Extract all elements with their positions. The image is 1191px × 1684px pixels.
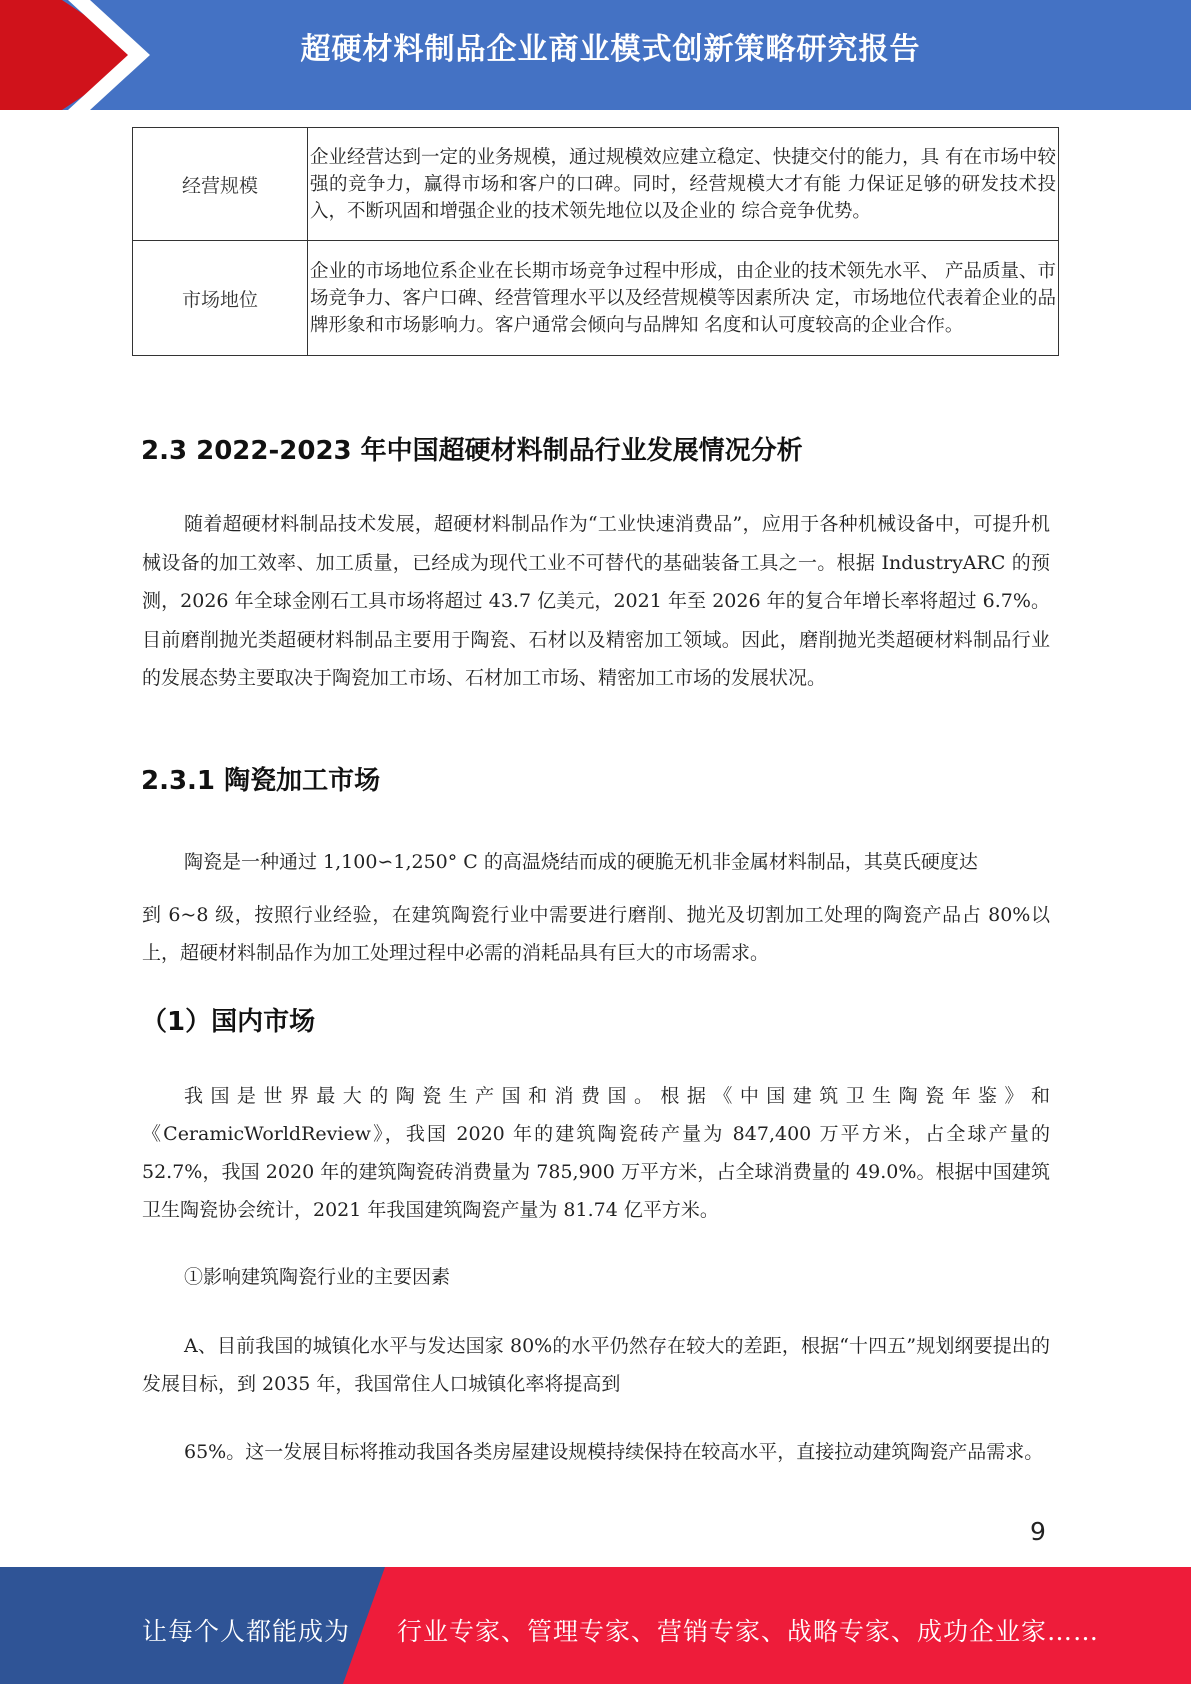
- paragraph-text: 我国是世界最大的陶瓷生产国和消费国。根据《中国建筑卫生陶瓷年鉴》和《CeramicWorldReview》，我国 2020 年的建筑陶瓷砖产量为 847,400 万平方米，占全球产量的 52.7%，我国 2020 年的建筑陶瓷砖消费量为 785,900 万平方米，占全球消费量的 49.0%。根据中国建筑卫生陶瓷协会统计，2021 年我国建筑陶瓷产量为 81.74 亿平方米。: [142, 1085, 1050, 1221]
- paragraph-text-rest: 到 6~8 级，按照行业经验，在建筑陶瓷行业中需要进行磨削、抛光及切割加工处理的陶瓷产品占 80%以上，超硬材料制品作为加工处理过程中必需的消耗品具有巨大的市场需求。: [142, 904, 1050, 964]
- factor-a: [142, 1327, 1050, 1403]
- factor-table: [132, 127, 1059, 356]
- footer-slogan-left: 让每个人都能成为: [142, 1617, 351, 1646]
- factor-a-continued: [142, 1433, 1050, 1471]
- section-heading: 2.3 2022-2023 年中国超硬材料制品行业发展情况分析: [141, 436, 803, 466]
- factor-title: [142, 1258, 1050, 1296]
- table-row: [133, 128, 1059, 241]
- report-title: 超硬材料制品企业商业模式创新策略研究报告: [300, 32, 921, 67]
- factor-a-cont-text: 65%。这一发展目标将推动我国各类房屋建设规模持续保持在较高水平，直接拉动建筑陶瓷产品需求。: [184, 1441, 1044, 1463]
- table-row-label: 市场地位: [133, 241, 308, 356]
- table-row-description: 企业的市场地位系企业在长期市场竞争过程中形成，由企业的技术领先水平、 产品质量、市场竞争力、客户口碑、经营管理水平以及经营规模等因素所决 定，市场地位代表着企业的品牌形象和市场影响力。客户通常会倾向与品牌知 名度和认可度较高的企业合作。: [308, 241, 1059, 356]
- table-row: [133, 241, 1059, 356]
- domestic-paragraph: [142, 1077, 1050, 1229]
- subsection-heading: 2.3.1 陶瓷加工市场: [141, 766, 381, 796]
- section-paragraph: [142, 505, 1050, 698]
- paragraph-text-line1: 陶瓷是一种通过 1,100∽1,250° C 的高温烧结而成的硬脆无机非金属材料制品，其莫氏硬度达: [184, 851, 978, 873]
- footer-slogan-right: 行业专家、管理专家、营销专家、战略专家、成功企业家……: [397, 1617, 1100, 1646]
- factor-a-text: A、目前我国的城镇化水平与发达国家 80%的水平仍然存在较大的差距，根据“十四五”规划纲要提出的发展目标，到 2035 年，我国常住人口城镇化率将提高到: [142, 1335, 1050, 1395]
- subsection-paragraph: [142, 843, 1050, 972]
- domestic-market-heading: （1）国内市场: [141, 1007, 316, 1037]
- page-header: [0, 0, 1191, 110]
- page-number: 9: [1030, 1517, 1046, 1546]
- table-row-label: 经营规模: [133, 128, 308, 241]
- paragraph-text: 随着超硬材料制品技术发展，超硬材料制品作为“工业快速消费品”，应用于各种机械设备中，可提升机械设备的加工效率、加工质量，已经成为现代工业不可替代的基础装备工具之一。根据 IndustryARC 的预测，2026 年全球金刚石工具市场将超过 43.7 亿美元，2021 年至 2026 年的复合年增长率将超过 6.7%。目前磨削抛光类超硬材料制品主要用于陶瓷、石材以及精密加工领域。因此，磨削抛光类超硬材料制品行业的发展态势主要取决于陶瓷加工市场、石材加工市场、精密加工市场的发展状况。: [142, 513, 1050, 689]
- table-row-description: 企业经营达到一定的业务规模，通过规模效应建立稳定、快捷交付的能力，具 有在市场中较强的竞争力，赢得市场和客户的口碑。同时，经营规模大才有能 力保证足够的研发技术投入，不断巩固和增强企业的技术领先地位以及企业的 综合竞争优势。: [308, 128, 1059, 241]
- factor-title-text: ①影响建筑陶瓷行业的主要因素: [184, 1266, 451, 1288]
